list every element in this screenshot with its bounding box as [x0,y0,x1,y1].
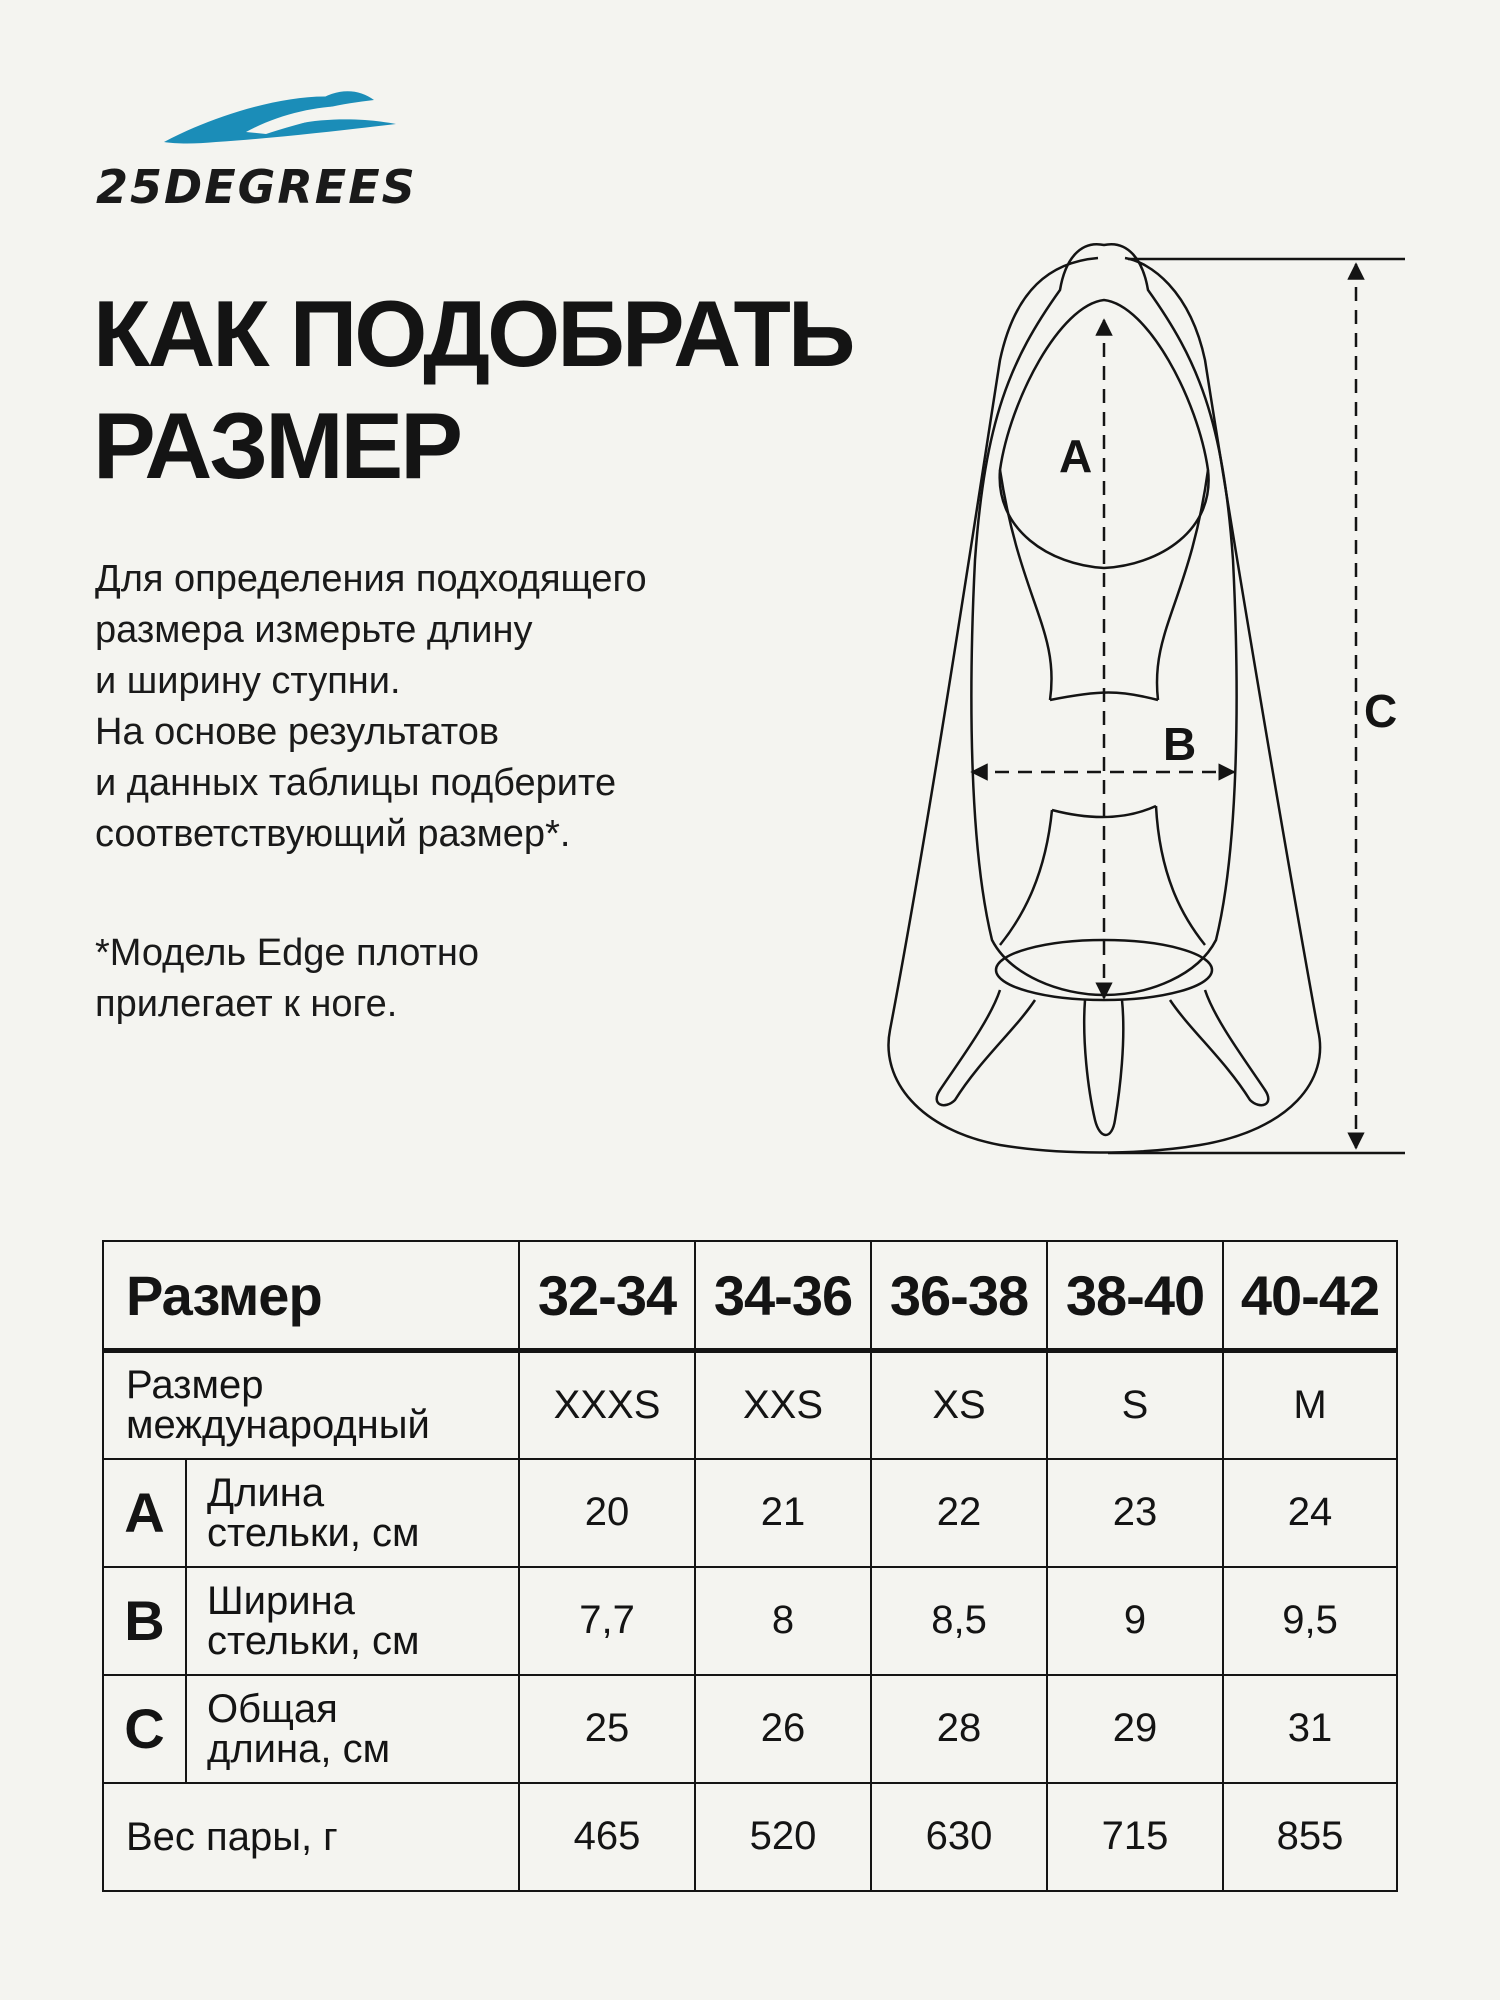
size-column-header: 32-34 [519,1241,695,1351]
instructions-line: и данных таблицы подберите [95,762,617,804]
table-cell: 630 [871,1783,1047,1891]
row-label: Вес пары, г [103,1783,519,1891]
table-cell: M [1223,1351,1397,1459]
row-label-line: международный [126,1403,430,1448]
dimension-label-b: B [1163,718,1197,770]
row-label-line: Размер [126,1363,264,1408]
size-column-header: 36-38 [871,1241,1047,1351]
row-label [103,1351,519,1459]
table-cell: 8,5 [871,1567,1047,1675]
table-cell: XXS [695,1351,871,1459]
size-column-header: 38-40 [1047,1241,1223,1351]
table-cell: 8 [695,1567,871,1675]
note-line: *Модель Edge плотно [95,932,480,974]
table-cell: 855 [1223,1783,1397,1891]
dimension-label-c: C [1364,685,1398,737]
table-cell: XXXS [519,1351,695,1459]
table-row [103,1351,1397,1459]
row-letter: A [103,1459,186,1567]
row-label-line: Общая [207,1686,338,1731]
row-label [186,1567,519,1675]
fin-strut-left [937,990,1035,1105]
size-column-header: 34-36 [695,1241,871,1351]
table-cell: XS [871,1351,1047,1459]
title-line: КАК ПОДОБРАТЬ [93,281,853,386]
fin-strut-right [1170,990,1268,1105]
brand-logo [96,80,456,214]
row-label-line: Ширина [207,1578,355,1623]
table-cell: 520 [695,1783,871,1891]
table-row [103,1783,1397,1891]
title-line: РАЗМЕР [93,393,460,498]
table-cell: 23 [1047,1459,1223,1567]
model-note [95,928,715,1030]
table-cell: 28 [871,1675,1047,1783]
table-cell: 9,5 [1223,1567,1397,1675]
row-label-line: стельки, см [207,1510,420,1555]
table-header-row [103,1241,1397,1351]
row-letter: C [103,1675,186,1783]
table-cell: S [1047,1351,1223,1459]
table-cell: 26 [695,1675,871,1783]
row-label [186,1459,519,1567]
instructions-line: размера измерьте длину [95,609,533,651]
size-table [102,1240,1398,1892]
table-cell: 465 [519,1783,695,1891]
table-row [103,1459,1397,1567]
row-letter: B [103,1567,186,1675]
row-label [186,1675,519,1783]
row-label-line: стельки, см [207,1618,420,1663]
instructions-line: соответствующий размер*. [95,813,571,855]
page-title [93,278,913,502]
table-cell: 9 [1047,1567,1223,1675]
table-row [103,1675,1397,1783]
instructions-text [95,554,715,860]
table-cell: 20 [519,1459,695,1567]
table-cell: 24 [1223,1459,1397,1567]
fin-lower-contour [1000,806,1205,945]
table-cell: 7,7 [519,1567,695,1675]
table-cell: 21 [695,1459,871,1567]
size-header-label: Размер [103,1241,519,1351]
table-cell: 22 [871,1459,1047,1567]
table-cell: 715 [1047,1783,1223,1891]
fin-diagram [870,225,1420,1185]
table-row [103,1567,1397,1675]
fin-strut-center [1084,1000,1123,1135]
note-line: прилегает к ноге. [95,983,398,1025]
instructions-line: Для определения подходящего [95,558,647,600]
instructions-line: и ширину ступни. [95,660,401,702]
instructions-line: На основе результатов [95,711,500,753]
row-label-line: Длина [207,1470,325,1515]
dimension-label-a: A [1059,430,1093,482]
table-cell: 29 [1047,1675,1223,1783]
size-column-header: 40-42 [1223,1241,1397,1351]
row-label-line: длина, см [207,1726,391,1771]
swimmer-logo-icon [96,80,456,160]
table-cell: 25 [519,1675,695,1783]
table-cell: 31 [1223,1675,1397,1783]
brand-name: 25DEGREES [96,160,417,214]
